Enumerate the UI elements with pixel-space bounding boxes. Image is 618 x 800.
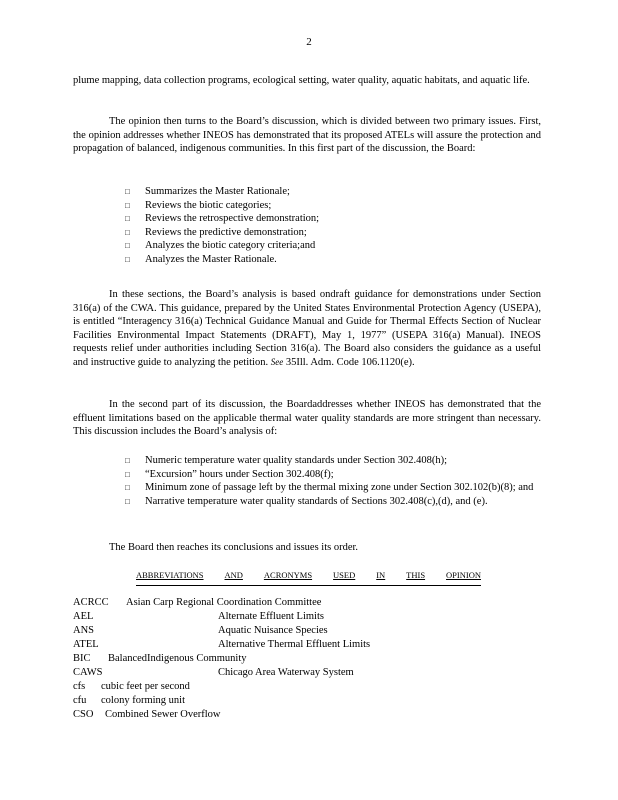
abbreviation-row — [73, 596, 541, 610]
second-bullet-item — [125, 481, 541, 495]
bullet-box-icon: □ — [125, 254, 130, 264]
abbreviation-definition: Alternative Thermal Effluent Limits — [218, 639, 371, 650]
abbreviation-definition: Combined Sewer Overflow — [105, 709, 221, 720]
first-bullet-item — [125, 253, 541, 267]
abbreviation-term: BIC — [73, 653, 91, 664]
abbreviations-heading-word: THIS — [406, 570, 426, 580]
abbreviation-term: cfs — [73, 681, 86, 692]
second-bullet-item — [125, 468, 541, 482]
second-bullet-text: “Excursion” hours under Section 302.408(f); — [145, 468, 334, 480]
bullet-box-icon: □ — [125, 241, 130, 251]
abbreviation-row — [73, 624, 541, 638]
abbreviation-definition: cubic feet per second — [101, 681, 190, 692]
abbreviation-definition: Aquatic Nuisance Species — [218, 625, 328, 636]
abbreviation-row — [73, 680, 541, 694]
second-bullet-item — [125, 495, 541, 509]
second-bullet-text: Numeric temperature water quality standards under Section 302.408(h); — [145, 455, 448, 466]
abbreviation-definition: Alternate Effluent Limits — [218, 611, 324, 622]
abbreviation-definition: colony forming unit — [101, 695, 185, 706]
abbreviation-row — [73, 666, 541, 680]
abbreviation-row — [73, 652, 541, 666]
bullet-box-icon: □ — [125, 469, 130, 479]
abbreviation-row — [73, 610, 541, 624]
abbreviation-definition: Asian Carp Regional Coordination Committee — [126, 597, 322, 608]
paragraph-intro-continuation: plume mapping, data collection programs, ecological setting, water quality, aquatic habitats, and aquatic life. — [73, 75, 530, 86]
second-bullet-text: Minimum zone of passage left by the thermal mixing zone under Section 302.102(b)(8); and — [145, 482, 534, 494]
abbreviations-list — [73, 596, 541, 722]
guidance-text: In these sections, the Board’s analysis is based ondraft guidance for demonstrations under Section 316(a) of the CWA. This guidance, prepared by the United States Environmental Protection Agency (USEPA), is entitled “Interagency 316(a) Technical Guidance Manual and Guide for Thermal Effects Section of Nuclear Facilities Environmental Impact Statements (DRAFT), May 1, 1977” (USEPA 316(a) Manual). INEOS requests relief under authorities including Section 316(a). The Board also considers the guidance as a useful and instructive guide to analyzing the petition. — [73, 289, 541, 368]
bullet-box-icon: □ — [125, 200, 130, 210]
first-bullet-item — [125, 185, 541, 199]
first-bullet-item — [125, 199, 541, 213]
bullet-box-icon: □ — [125, 496, 130, 506]
abbreviation-term: CAWS — [73, 667, 103, 678]
first-bullet-text: Analyzes the Master Rationale. — [145, 253, 277, 265]
second-bullet-item — [125, 454, 541, 468]
second-discussion-bullet-list — [125, 454, 541, 508]
paragraph-second-part: In the second part of its discussion, the Boardaddresses whether INEOS has demonstrated that the effluent limitations based on the applicable thermal water quality standards are more stringent than necessary. This discussion includes the Board’s analysis of: — [73, 399, 541, 438]
first-bullet-item — [125, 239, 541, 253]
first-bullet-item — [125, 226, 541, 240]
see-citation-signal: See — [270, 356, 284, 367]
paragraph-board-discussion: The opinion then turns to the Board’s discussion, which is divided between two primary issues. First, the opinion addresses whether INEOS has demonstrated that its proposed ATELs will assure the protection and propagation of balanced, indigenous communities. In this first part of the discussion, the Board: — [73, 116, 541, 155]
first-discussion-bullet-list — [125, 185, 541, 267]
abbreviations-heading-word: USED — [333, 570, 356, 580]
abbreviation-term: ACRCC — [73, 597, 109, 608]
bullet-box-icon: □ — [125, 227, 130, 237]
first-bullet-text: Summarizes the Master Rationale; — [145, 186, 290, 197]
first-bullet-text: Reviews the biotic categories; — [145, 199, 272, 211]
abbreviations-heading-word: ACRONYMS — [263, 570, 313, 580]
paragraph-conclusion: The Board then reaches its conclusions and issues its order. — [109, 542, 359, 553]
abbreviation-term: AEL — [73, 611, 94, 622]
bullet-box-icon: □ — [125, 214, 130, 224]
paragraph-guidance — [73, 288, 541, 370]
abbreviations-heading-word: ABBREVIATIONS — [136, 570, 204, 580]
second-bullet-text: Narrative temperature water quality standards of Sections 302.408(c),(d), and (e). — [145, 495, 488, 507]
abbreviations-heading-word: AND — [224, 570, 243, 580]
abbreviations-heading-word: OPINION — [446, 570, 481, 580]
abbreviation-row — [73, 708, 541, 722]
bullet-box-icon: □ — [125, 483, 130, 493]
abbreviation-term: CSO — [73, 709, 94, 720]
abbreviation-row — [73, 694, 541, 708]
first-bullet-text: Analyzes the biotic category criteria;and — [145, 240, 316, 252]
abbreviation-term: ANS — [73, 625, 95, 636]
bullet-box-icon: □ — [125, 187, 130, 196]
abbreviation-row — [73, 638, 541, 652]
page-number: 2 — [306, 36, 312, 48]
abbreviations-heading — [136, 569, 481, 586]
abbreviation-definition: BalancedIndigenous Community — [108, 653, 247, 664]
guidance-citation: 35Ill. Adm. Code 106.1120(e). — [285, 356, 415, 368]
abbreviations-heading-word: IN — [376, 570, 386, 580]
first-bullet-text: Reviews the predictive demonstration; — [145, 226, 307, 238]
first-bullet-text: Reviews the retrospective demonstration; — [145, 213, 320, 225]
abbreviation-term: cfu — [73, 695, 87, 706]
abbreviation-term: ATEL — [73, 639, 99, 650]
bullet-box-icon: □ — [125, 456, 130, 465]
first-bullet-item — [125, 212, 541, 226]
abbreviation-definition: Chicago Area Waterway System — [218, 667, 354, 678]
